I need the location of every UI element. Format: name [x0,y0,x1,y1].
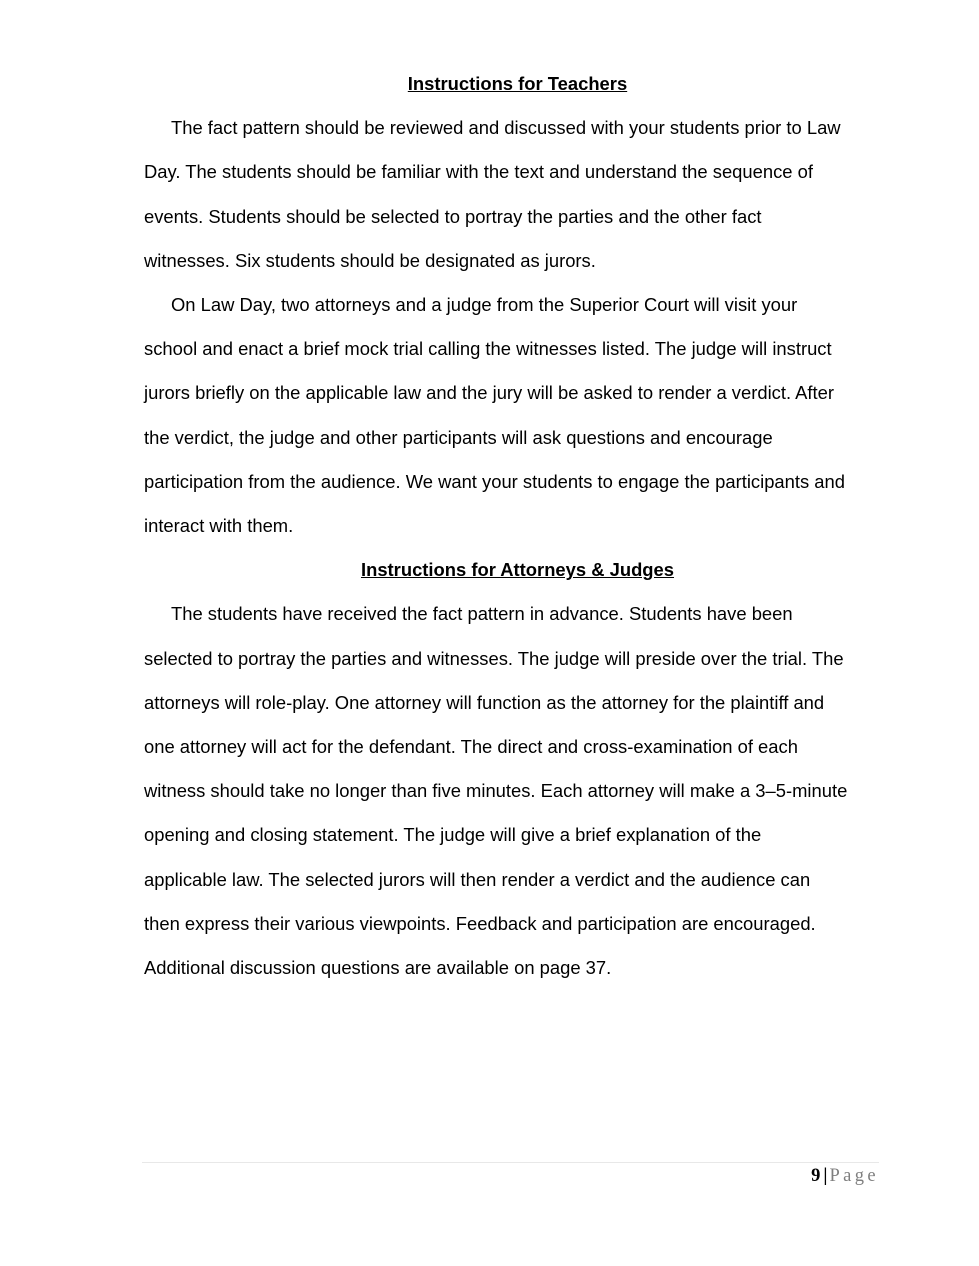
attorneys-paragraph-1 [144,592,879,990]
text-line: opening and closing statement. The judge will give a brief explanation of the [144,824,762,846]
text-line: participation from the audience. We want your students to engage the participants and [144,470,845,492]
section-heading-attorneys-judges: Instructions for Attorneys & Judges [360,559,675,581]
text-line: jurors briefly on the applicable law and the jury will be asked to render a verdict. After [144,382,835,404]
text-line: events. Students should be selected to portray the parties and the other fact [144,205,762,227]
text-line: then express their various viewpoints. Feedback and participation are encouraged. [144,912,816,934]
text-line: attorneys will role-play. One attorney will function as the attorney for the plaintiff and [144,691,825,713]
page-footer [811,1163,879,1189]
text-line: Day. The students should be familiar with the text and understand the sequence of [144,161,813,183]
text-line: witness should take no longer than five minutes. Each attorney will make a 3–5-minute [144,780,848,802]
teachers-paragraph-1 [144,106,879,283]
text-line: the verdict, the judge and other participants will ask questions and encourage [144,426,773,448]
text-line: selected to portray the parties and witnesses. The judge will preside over the trial. The [144,647,844,669]
footer-separator: | [823,1166,828,1186]
text-line: On Law Day, two attorneys and a judge from the Superior Court will visit your [171,294,798,316]
text-line: interact with them. [144,515,294,537]
section-heading-teachers: Instructions for Teachers [407,73,628,94]
text-line: Additional discussion questions are available on page 37. [144,957,612,979]
teachers-paragraph-2 [144,283,879,548]
text-line: The students have received the fact pattern in advance. Students have been [171,603,793,625]
page-number: 9 [811,1166,821,1186]
text-line: witnesses. Six students should be designated as jurors. [144,249,596,271]
page-content [144,62,879,990]
page-label: Page [829,1166,879,1186]
text-line: The fact pattern should be reviewed and discussed with your students prior to Law [171,117,841,139]
text-line: applicable law. The selected jurors will then render a verdict and the audience can [144,868,811,890]
footer-divider [142,1162,879,1163]
text-line: school and enact a brief mock trial calling the witnesses listed. The judge will instruct [144,338,832,360]
text-line: one attorney will act for the defendant. The direct and cross-examination of each [144,736,798,758]
